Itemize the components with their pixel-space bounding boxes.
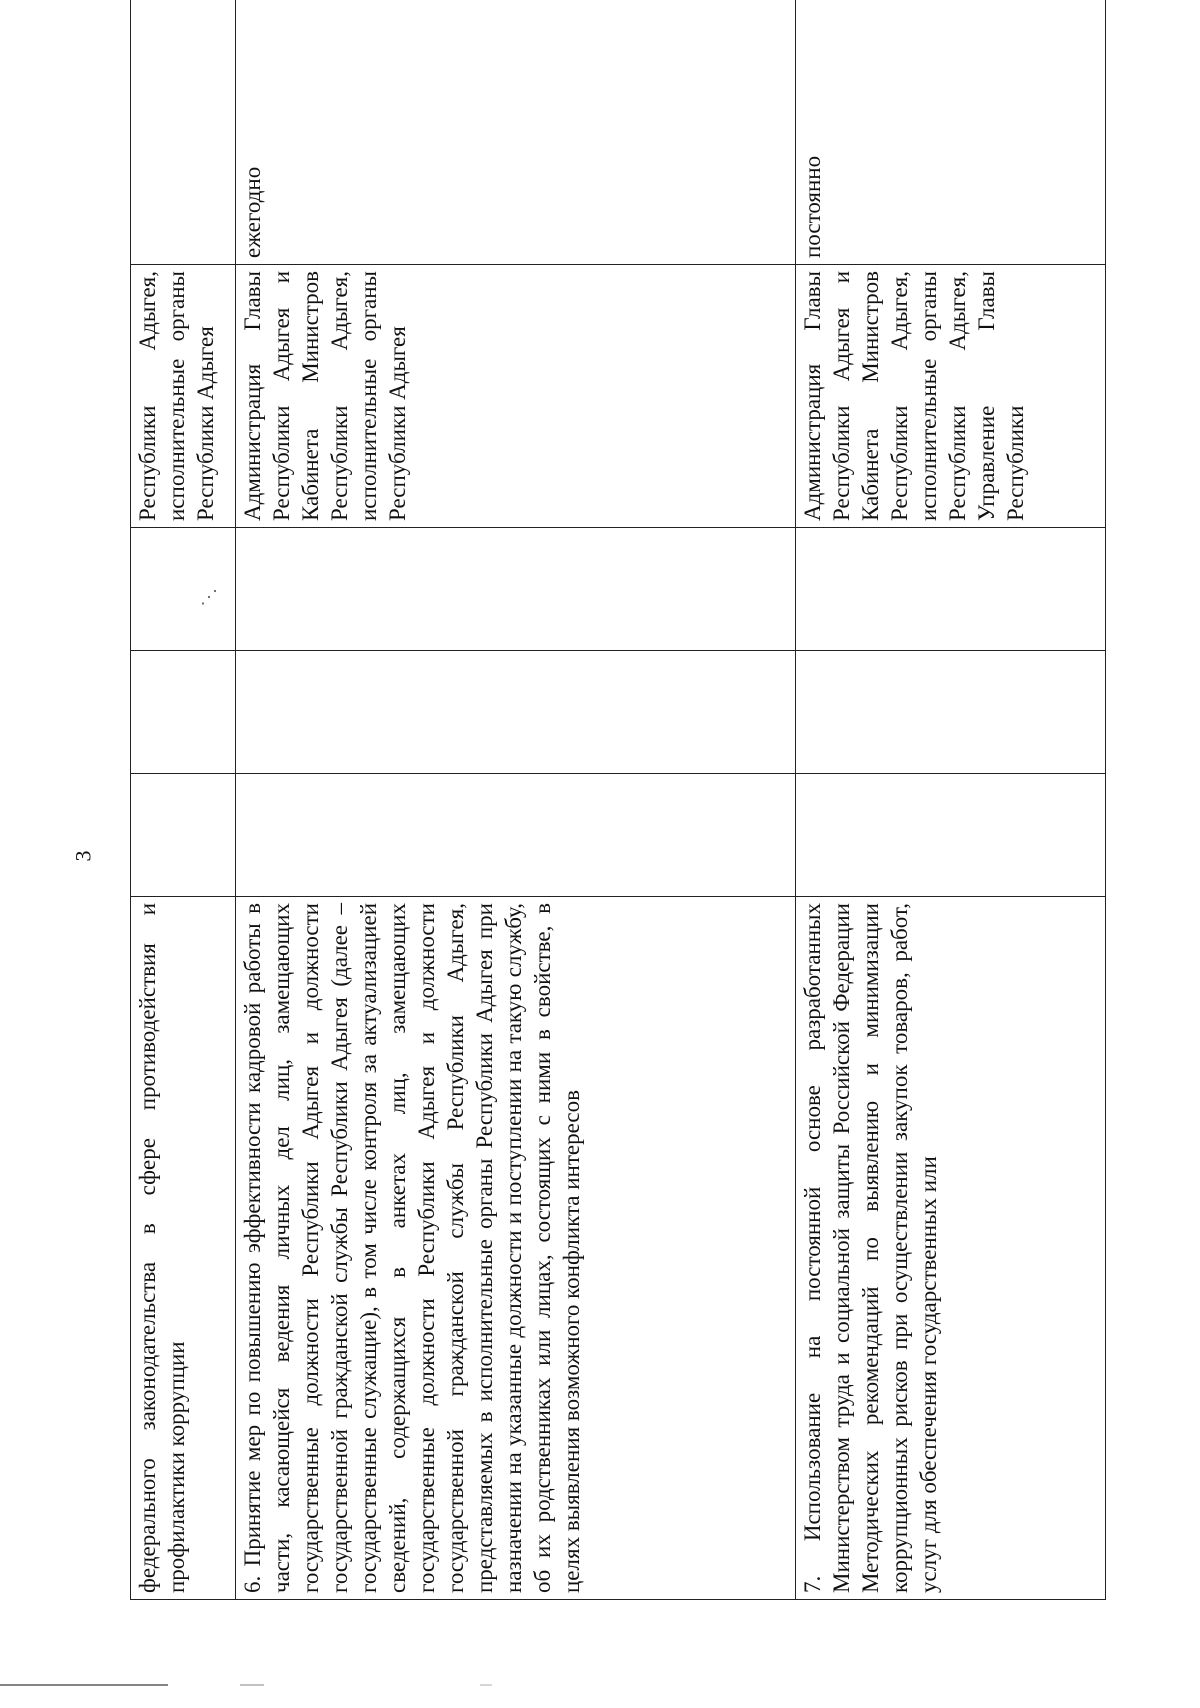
executor-cell bbox=[236, 265, 796, 528]
empty-cell bbox=[236, 774, 796, 897]
scan-mark: ⋰ bbox=[200, 587, 218, 607]
table-container bbox=[130, 50, 1100, 1600]
measure-cell bbox=[796, 897, 1106, 1600]
rotated-table bbox=[130, 50, 1100, 1600]
page-number: 3 bbox=[70, 850, 96, 862]
deadline-cell bbox=[131, 0, 236, 265]
executor-cell bbox=[796, 265, 1106, 528]
empty-cell bbox=[131, 774, 236, 897]
measures-table bbox=[130, 0, 1106, 1600]
empty-cell bbox=[236, 528, 796, 651]
deadline-cell bbox=[796, 0, 1106, 265]
executor-cell bbox=[131, 265, 236, 528]
measure-cell bbox=[236, 897, 796, 1600]
empty-cell bbox=[796, 651, 1106, 774]
executor-text: Администрация Главы Республики Адыгея и Кабинета Министров Республики Адыгея, исполнительные органы Республики Адыгея, Управление Главы Республики bbox=[800, 271, 1028, 521]
measure-text: федерального законодательства в сфере противодействия и профилактики коррупции bbox=[135, 903, 189, 1593]
empty-cell bbox=[131, 651, 236, 774]
empty-cell bbox=[236, 651, 796, 774]
empty-cell bbox=[796, 774, 1106, 897]
table-row bbox=[131, 0, 236, 1600]
executor-text: Администрация Главы Республики Адыгея и Кабинета Министров Республики Адыгея, исполнительные органы Республики Адыгея bbox=[240, 271, 410, 521]
measure-text: 7. Использование на постоянной основе разработанных Министерством труда и социальной защиты Российской Федерации Методических рекомендаций по выявлению и минимизации коррупционных рисков при осуществлении закупок товаров, работ, услуг для обеспечения государственных или bbox=[800, 903, 941, 1593]
executor-text: Республики Адыгея, исполнительные органы Республики Адыгея bbox=[135, 271, 218, 521]
scan-edge-line bbox=[0, 1684, 1200, 1686]
empty-cell bbox=[796, 528, 1106, 651]
measure-cell bbox=[131, 897, 236, 1600]
deadline-text: постоянно bbox=[800, 155, 825, 258]
table-row bbox=[796, 0, 1106, 1600]
table-row bbox=[236, 0, 796, 1600]
deadline-cell bbox=[236, 0, 796, 265]
deadline-text: ежегодно bbox=[240, 166, 265, 258]
measure-text: 6. Принятие мер по повышению эффективности кадровой работы в части, касающейся ведения личных дел лиц, замещающих государственные должности Республики Адыгея и должности государственной гражданской службы Республики Адыгея (далее – государственные служащие), в том числе контроля за актуализацией сведений, содержащихся в анкетах лиц, замещающих государственные должности Республики Адыгея и должности государственной гражданской службы Республики Адыгея, представляемых в исполнительные органы Республики Адыгея при назначении на указанные должности и поступлении на такую службу, об их родственниках или лицах, состоящих с ними в свойстве, в целях выявления возможного конфликта интересов bbox=[240, 903, 584, 1593]
empty-cell bbox=[131, 528, 236, 651]
